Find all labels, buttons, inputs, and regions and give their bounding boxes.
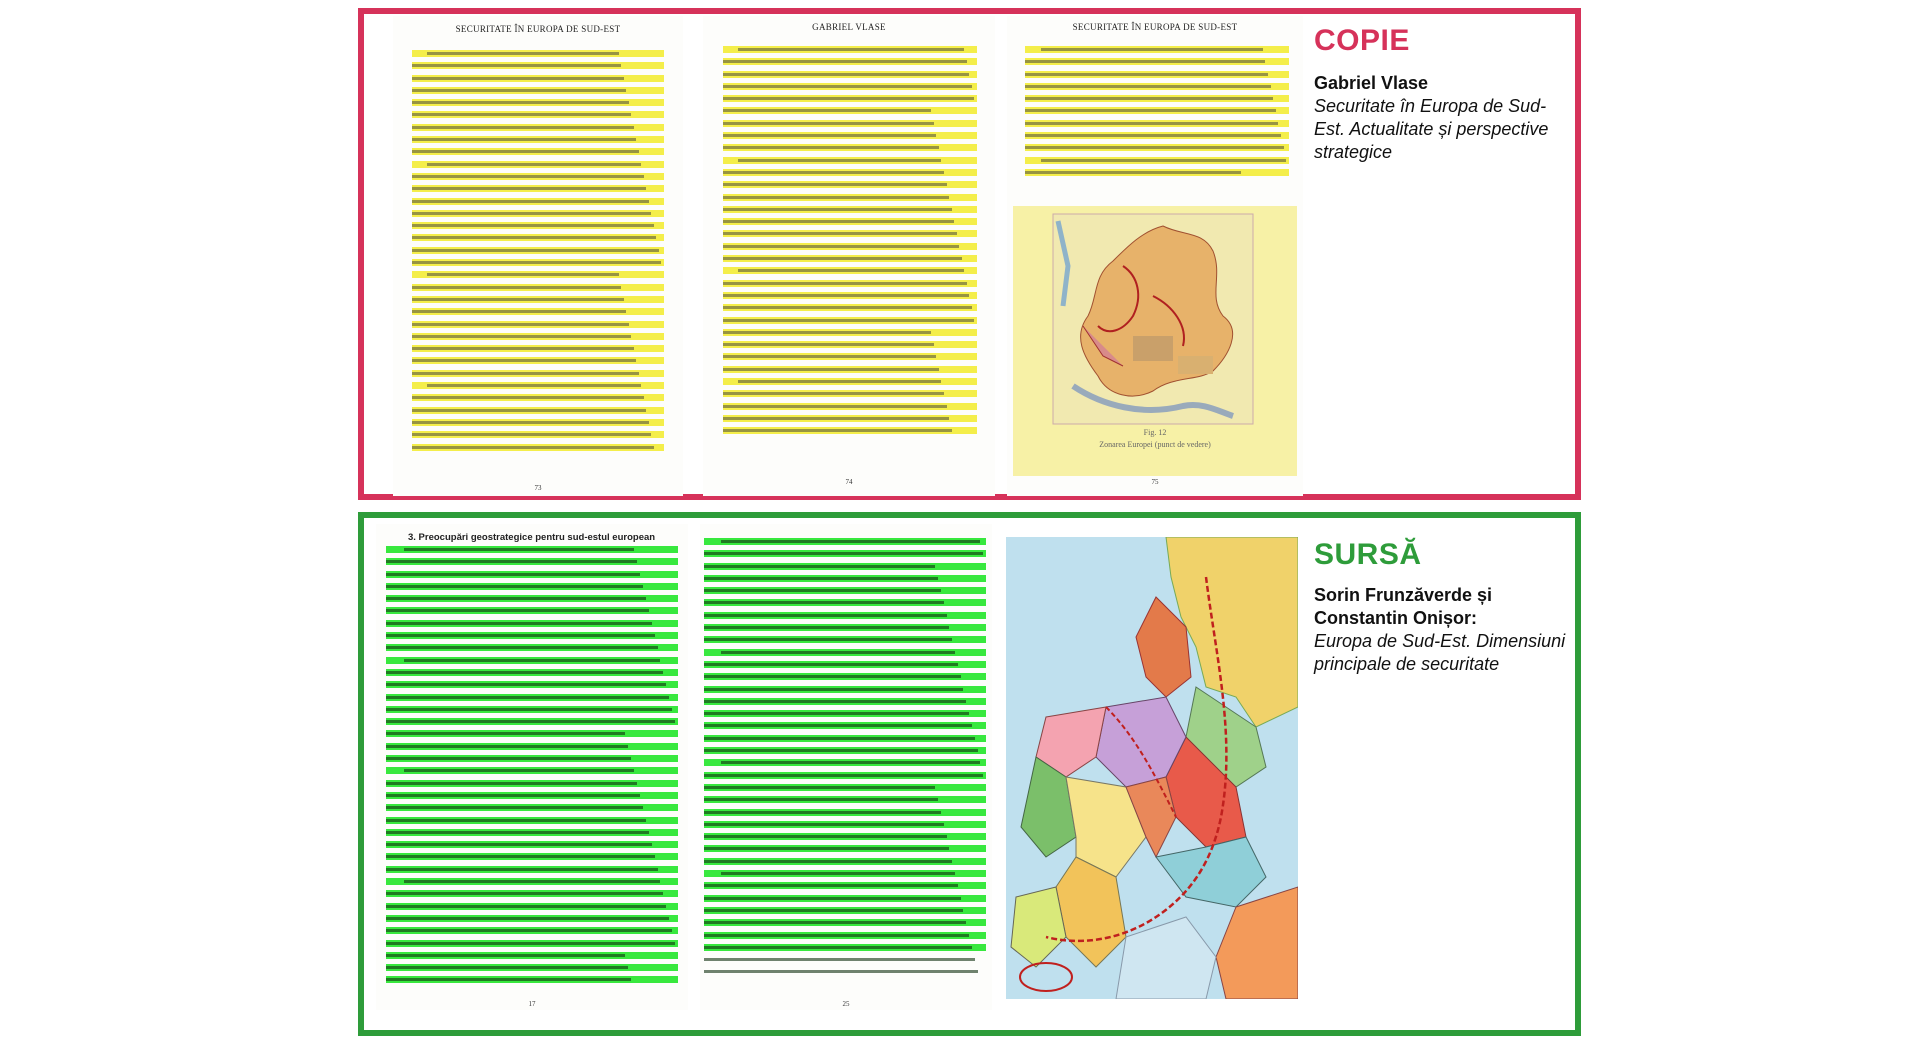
text-line: [723, 353, 977, 360]
text-line: [723, 378, 977, 385]
copy-page-75: [1007, 16, 1303, 496]
text-line: [386, 681, 678, 688]
text-line: [386, 853, 678, 860]
text-line: [386, 730, 678, 737]
text-line: [704, 747, 986, 754]
text-line: [723, 427, 977, 434]
text-line: [723, 267, 977, 274]
text-line: [704, 538, 986, 545]
text-line: [386, 558, 678, 565]
text-line: [412, 148, 664, 155]
text-line: [412, 296, 664, 303]
text-line: [704, 796, 986, 803]
text-line: [704, 563, 986, 570]
text-line: [386, 780, 678, 787]
europe-political-map: [1006, 537, 1298, 999]
text-line: [704, 858, 986, 865]
text-line: [386, 952, 678, 959]
text-line: [723, 341, 977, 348]
text-line: [704, 624, 986, 631]
text-line: [723, 144, 977, 151]
text-line: [412, 370, 664, 377]
text-line: [723, 403, 977, 410]
text-line: [1025, 71, 1289, 78]
text-line: [723, 58, 977, 65]
text-line: [412, 136, 664, 143]
text-line: [412, 75, 664, 82]
text-line: [704, 612, 986, 619]
text-line: [386, 706, 678, 713]
text-line: [723, 194, 977, 201]
text-line: [412, 444, 664, 451]
text-line: [412, 50, 664, 57]
copy-label: COPIE: [1314, 24, 1410, 57]
running-header: SECURITATE ÎN EUROPA DE SUD-EST: [1072, 22, 1238, 32]
highlighted-text-block: [1025, 46, 1289, 181]
highlighted-text-block: [723, 46, 977, 440]
text-line: [1025, 46, 1289, 53]
source-page-25: [700, 524, 992, 1010]
source-attribution: [1314, 538, 1576, 676]
text-line: [386, 632, 678, 639]
copy-book-title: Securitate în Europa de Sud-Est. Actualitate și perspective strategice: [1314, 96, 1549, 162]
text-line: [704, 845, 986, 852]
text-line: [412, 357, 664, 364]
text-line: [386, 829, 678, 836]
text-line: [386, 743, 678, 750]
text-line: [412, 234, 664, 241]
text-line: [412, 259, 664, 266]
text-line: [723, 46, 977, 53]
text-line: [704, 870, 986, 877]
text-line: [723, 181, 977, 188]
text-line: [386, 866, 678, 873]
text-line: [723, 83, 977, 90]
highlighted-text-block: [386, 546, 678, 989]
text-line: [723, 390, 977, 397]
text-line: [412, 382, 664, 389]
text-line: [704, 833, 986, 840]
text-line: [412, 321, 664, 328]
text-line: [386, 903, 678, 910]
text-line: [704, 895, 986, 902]
highlighted-text-block: [704, 538, 986, 981]
text-line: [723, 329, 977, 336]
page-number: 73: [534, 484, 542, 492]
text-line: [723, 218, 977, 225]
text-line: [386, 878, 678, 885]
text-line: [412, 431, 664, 438]
text-line: [412, 99, 664, 106]
source-label: SURSĂ: [1314, 538, 1422, 571]
text-line: [723, 120, 977, 127]
text-line: [723, 107, 977, 114]
text-line: [704, 636, 986, 643]
text-line: [723, 132, 977, 139]
text-line: [704, 686, 986, 693]
text-line: [704, 932, 986, 939]
text-line: [412, 198, 664, 205]
text-line: [412, 124, 664, 131]
text-line: [386, 940, 678, 947]
text-line: [704, 722, 986, 729]
text-line: [1025, 144, 1289, 151]
text-line: [704, 649, 986, 656]
text-line: [386, 890, 678, 897]
text-line: [1025, 83, 1289, 90]
text-line: [704, 710, 986, 717]
text-line: [386, 620, 678, 627]
text-line: [386, 976, 678, 983]
text-line: [412, 407, 664, 414]
text-line: [412, 111, 664, 118]
text-line: [704, 735, 986, 742]
source-page-17: [376, 524, 688, 1010]
copy-author: Gabriel Vlase: [1314, 73, 1429, 93]
text-line: [412, 419, 664, 426]
text-line: [723, 230, 977, 237]
text-line: [704, 575, 986, 582]
text-line: [386, 927, 678, 934]
text-line: [723, 206, 977, 213]
text-line: [704, 759, 986, 766]
text-line: [386, 607, 678, 614]
text-line: [704, 944, 986, 951]
text-line: [723, 71, 977, 78]
running-header: SECURITATE ÎN EUROPA DE SUD-EST: [455, 24, 621, 34]
text-line: [723, 169, 977, 176]
text-line: [412, 333, 664, 340]
text-line: [723, 157, 977, 164]
text-line: [704, 587, 986, 594]
text-line: [386, 583, 678, 590]
text-line: [723, 304, 977, 311]
text-line: [704, 599, 986, 606]
text-line: [412, 185, 664, 192]
text-line: [412, 161, 664, 168]
text-line: [723, 95, 977, 102]
source-map-image: [1006, 537, 1298, 999]
text-line: [386, 755, 678, 762]
text-line: [386, 817, 678, 824]
source-authors: Sorin Frunzăverde și Constantin Onișor:: [1314, 585, 1493, 628]
text-line: [704, 919, 986, 926]
text-line: [386, 546, 678, 553]
text-line: [704, 661, 986, 668]
text-line: [1025, 120, 1289, 127]
figure-label: Fig. 12: [1143, 428, 1167, 437]
text-line: [704, 968, 986, 975]
text-line: [386, 718, 678, 725]
text-line: [1025, 132, 1289, 139]
text-line: [723, 280, 977, 287]
text-line: [386, 841, 678, 848]
text-line: [723, 317, 977, 324]
text-line: [412, 394, 664, 401]
page-number: 75: [1151, 478, 1159, 486]
text-line: [386, 767, 678, 774]
text-line: [1025, 169, 1289, 176]
text-line: [386, 804, 678, 811]
figure-caption: Zonarea Europei (punct de vedere): [1099, 440, 1211, 449]
copy-page-73: [393, 16, 683, 496]
text-line: [412, 284, 664, 291]
text-line: [412, 87, 664, 94]
text-line: [723, 292, 977, 299]
copy-page-74: [703, 16, 995, 496]
text-line: [412, 345, 664, 352]
text-line: [704, 772, 986, 779]
text-line: [1025, 157, 1289, 164]
text-line: [386, 964, 678, 971]
text-line: [704, 784, 986, 791]
text-line: [412, 247, 664, 254]
map-figure: [1013, 206, 1297, 476]
text-line: [704, 550, 986, 557]
text-line: [386, 644, 678, 651]
text-line: [412, 210, 664, 217]
text-line: [386, 792, 678, 799]
highlighted-text-block: [412, 50, 664, 456]
text-line: [386, 694, 678, 701]
text-line: [386, 669, 678, 676]
text-line: [412, 222, 664, 229]
text-line: [704, 821, 986, 828]
text-line: [386, 571, 678, 578]
text-line: [386, 657, 678, 664]
text-line: [1025, 107, 1289, 114]
page-number: 74: [845, 478, 853, 486]
text-line: [412, 62, 664, 69]
page-number: 25: [842, 1000, 850, 1008]
text-line: [412, 308, 664, 315]
text-line: [723, 415, 977, 422]
text-line: [386, 595, 678, 602]
copy-attribution: [1314, 24, 1576, 164]
text-line: [704, 882, 986, 889]
text-line: [704, 673, 986, 680]
running-header: GABRIEL VLASE: [812, 22, 886, 32]
text-line: [704, 809, 986, 816]
text-line: [723, 243, 977, 250]
text-line: [1025, 58, 1289, 65]
section-title: 3. Preocupări geostrategice pentru sud-estul european: [408, 532, 656, 543]
text-line: [1025, 95, 1289, 102]
text-line: [704, 956, 986, 963]
text-line: [704, 698, 986, 705]
text-line: [723, 366, 977, 373]
text-line: [412, 271, 664, 278]
text-line: [704, 907, 986, 914]
source-book-title: Europa de Sud-Est. Dimensiuni principale de securitate: [1314, 631, 1566, 674]
text-line: [386, 915, 678, 922]
text-line: [723, 255, 977, 262]
page-number: 17: [528, 1000, 536, 1008]
text-line: [412, 173, 664, 180]
